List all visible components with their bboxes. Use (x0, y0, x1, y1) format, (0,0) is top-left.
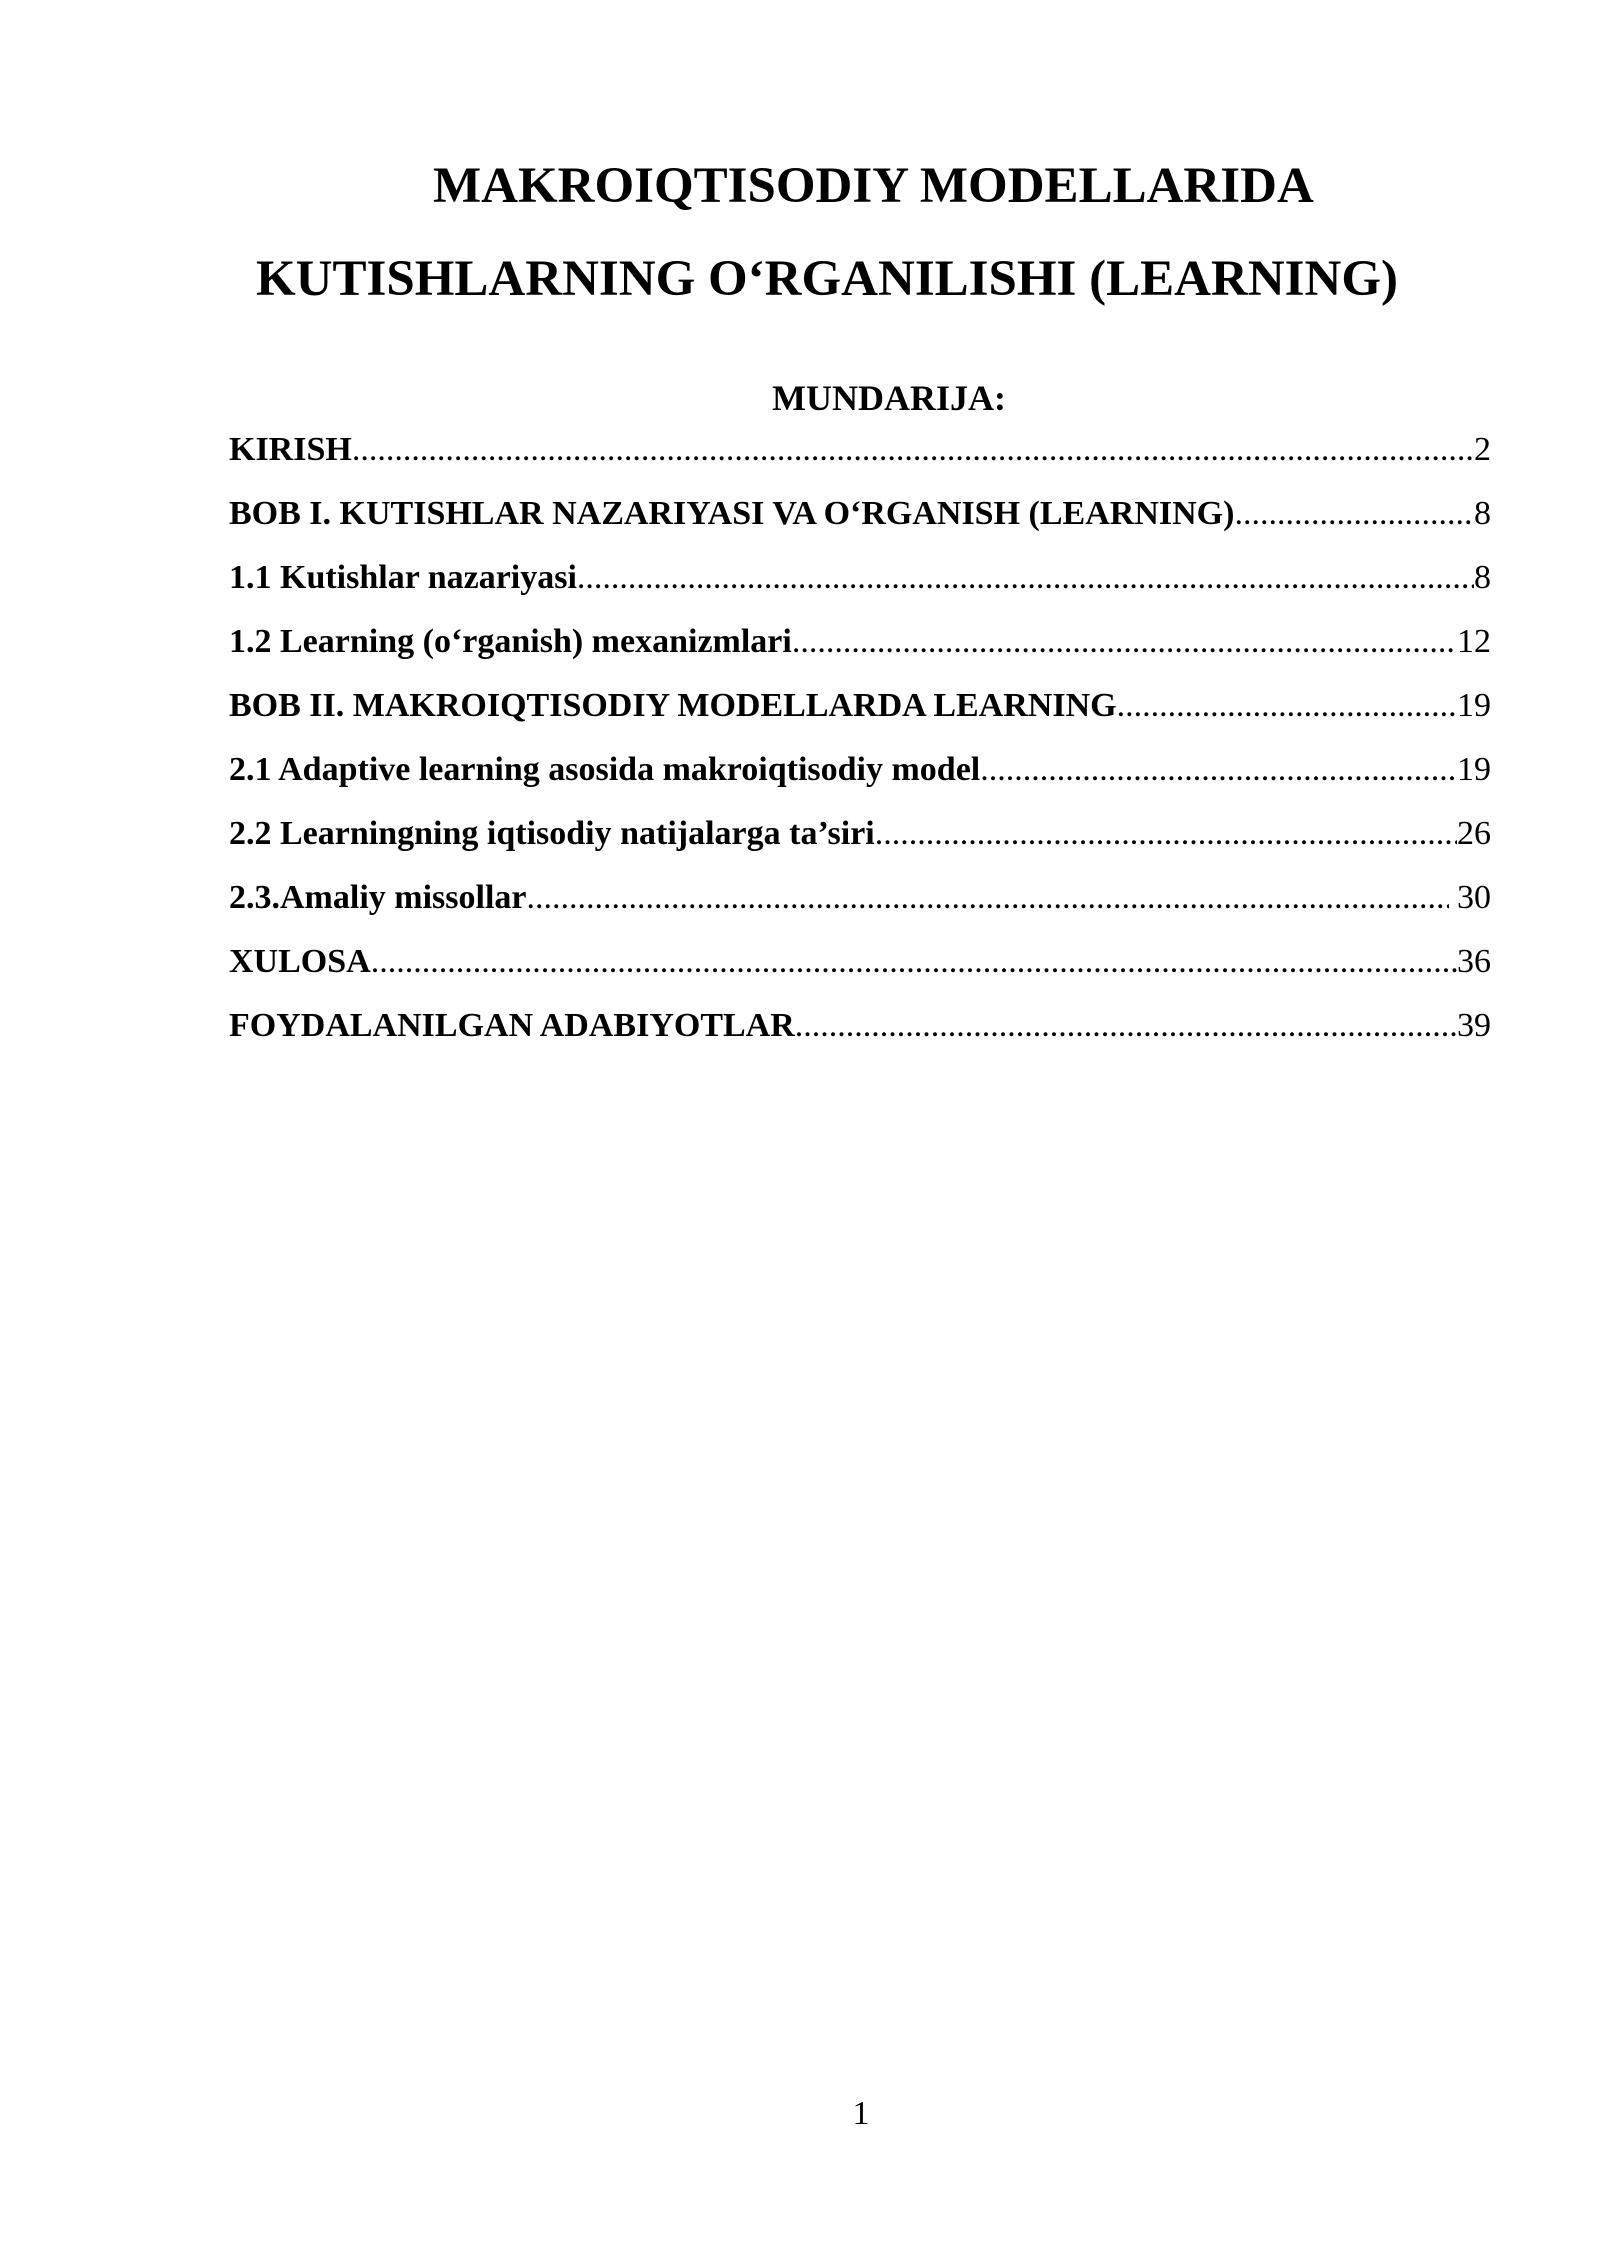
toc-dot-leader (792, 618, 1457, 666)
toc-entry-label: 2.1 Adaptive learning asosida makroiqtisodiy model (229, 751, 981, 788)
toc-entry-label: BOB II. MAKROIQTISODIY MODELLARDA LEARNING (229, 687, 1117, 724)
toc-entry-section-1-1[interactable] (229, 554, 1491, 618)
toc-entry-chapter-1[interactable] (229, 490, 1491, 554)
toc-entry-page: 19 (1457, 687, 1491, 724)
toc-heading: MUNDARIJA: (772, 378, 1006, 418)
toc-entry-section-2-3[interactable] (229, 874, 1491, 938)
toc-entry-label: 1.2 Learning (o‘rganish) mexanizmlari (229, 623, 792, 660)
toc-dot-leader (875, 810, 1457, 858)
toc-entry-label: FOYDALANILGAN ADABIYOTLAR (229, 1007, 795, 1044)
toc-entry-chapter-2[interactable] (229, 682, 1491, 746)
toc-dot-leader (980, 746, 1457, 794)
toc-entry-section-2-1[interactable] (229, 746, 1491, 810)
toc-entry-label: 1.1 Kutishlar nazariyasi (229, 559, 577, 596)
document-title-line-1: MAKROIQTISODIY MODELLARIDA (433, 158, 1314, 214)
toc-entry-label: 2.2 Learningning iqtisodiy natijalarga ta’siri (229, 815, 875, 852)
toc-entry-label: BOB I. KUTISHLAR NAZARIYASI VA O‘RGANISH (LEARNING) (229, 495, 1235, 532)
toc-entry-page: 12 (1457, 623, 1491, 660)
toc-entry-label: 2.3.Amaliy missollar (229, 879, 527, 916)
toc-entry-page: 2 (1474, 431, 1491, 468)
toc-entry-section-2-2[interactable] (229, 810, 1491, 874)
page-number: 1 (852, 2095, 870, 2132)
toc-entry-page: 26 (1457, 815, 1491, 852)
toc-entry-page: 36 (1457, 943, 1491, 980)
toc-dot-leader (371, 938, 1457, 986)
toc-entry-label: KIRISH (229, 431, 352, 468)
toc-dot-leader (795, 1002, 1457, 1050)
toc-entry-label: XULOSA (229, 943, 371, 980)
toc-entry-page: 8 (1474, 495, 1491, 532)
document-title-line-2: KUTISHLARNING O‘RGANILISHI (LEARNING) (256, 251, 1398, 307)
toc-dot-leader (1234, 490, 1474, 538)
toc-dot-leader (352, 426, 1474, 474)
toc-dot-leader (1117, 682, 1457, 730)
toc-dot-leader (577, 554, 1474, 602)
toc-entry-xulosa[interactable] (229, 938, 1491, 1002)
toc-dot-leader (526, 874, 1448, 922)
toc-entry-page: 19 (1457, 751, 1491, 788)
toc-entry-page: 30 (1448, 879, 1491, 916)
toc-entry-kirish[interactable] (229, 426, 1491, 490)
toc-entry-section-1-2[interactable] (229, 618, 1491, 682)
toc-entry-page: 39 (1457, 1007, 1491, 1044)
toc-entry-references[interactable] (229, 1002, 1491, 1066)
table-of-contents (229, 426, 1491, 1066)
toc-entry-page: 8 (1474, 559, 1491, 596)
